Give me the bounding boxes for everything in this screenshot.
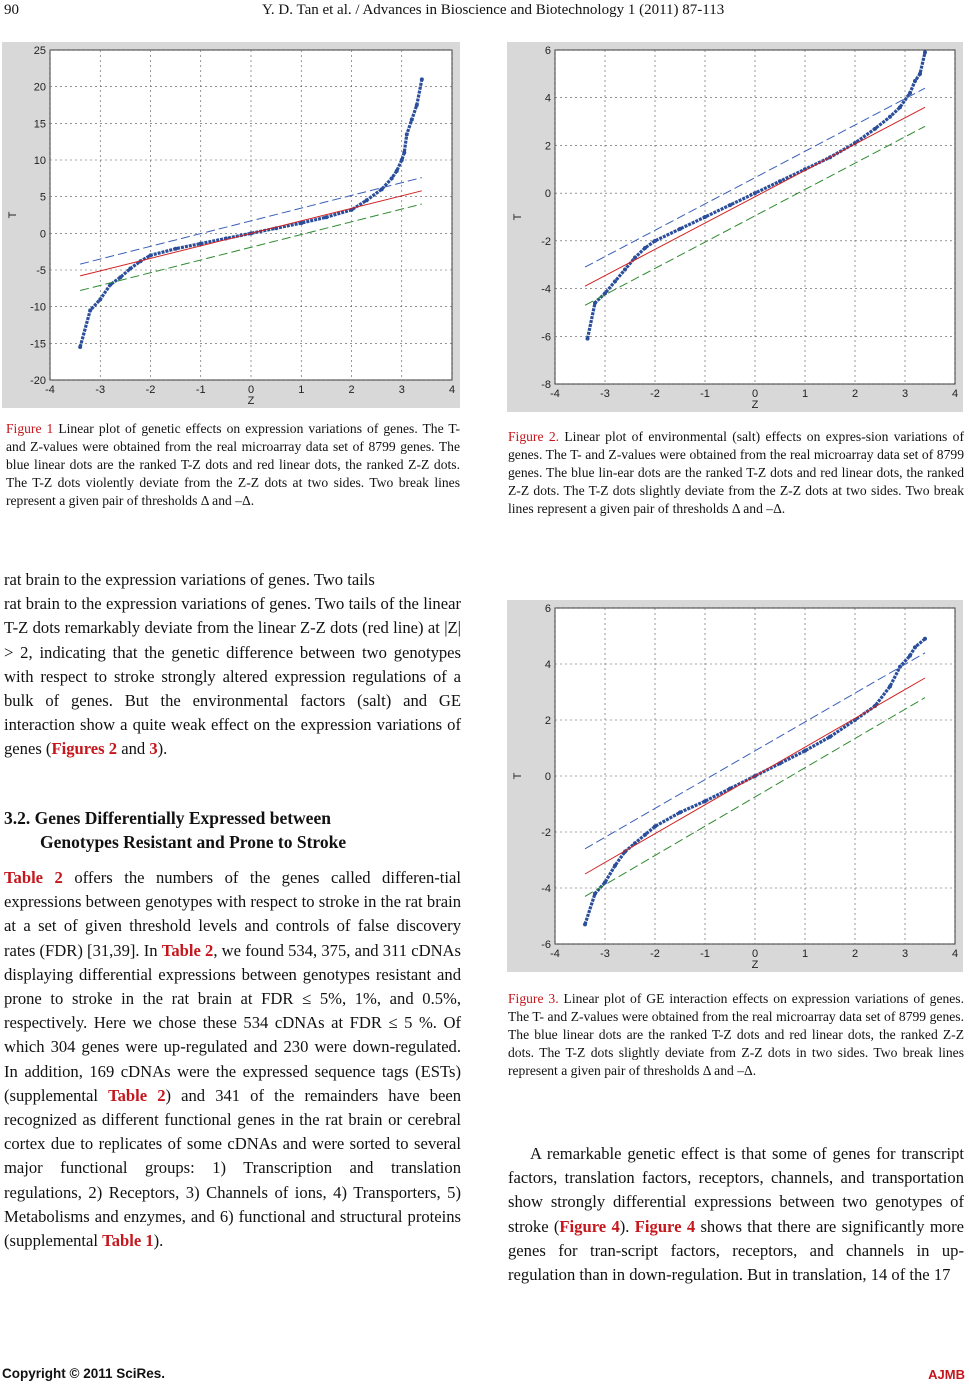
footer-journal: AJMB — [928, 1367, 965, 1382]
y-tick-label: 6 — [544, 45, 551, 57]
data-point — [149, 253, 153, 257]
x-tick-label: 2 — [348, 384, 355, 396]
section-heading — [4, 806, 464, 854]
data-point — [593, 301, 597, 305]
data-point — [128, 267, 132, 271]
data-point — [913, 645, 917, 649]
x-tick-label: 1 — [801, 388, 809, 400]
x-tick-label: 0 — [751, 388, 759, 400]
data-point — [908, 91, 912, 95]
footer-copyright: Copyright © 2011 SciRes. — [2, 1366, 166, 1381]
y-tick-label: 6 — [544, 603, 551, 615]
data-point — [678, 810, 682, 814]
ref-table-2-a[interactable]: Table 2 — [4, 868, 63, 887]
data-point — [593, 892, 597, 896]
figure-2-caption — [508, 428, 964, 518]
running-header: Y. D. Tan et al. / Advances in Bioscience and Biotechnology 1 (2011) 87-113 — [262, 2, 725, 18]
data-point — [923, 50, 927, 54]
ref-figure-3[interactable]: 3 — [149, 739, 158, 759]
y-tick-label: -6 — [541, 331, 551, 344]
x-tick-label: 3 — [901, 948, 909, 960]
x-tick-label: 2 — [851, 388, 859, 400]
data-point — [415, 103, 419, 107]
ref-figure-4-b[interactable]: Figure 4 — [634, 1216, 696, 1236]
ref-table-2-c[interactable]: Table 2 — [108, 1085, 166, 1105]
y-tick-label: 10 — [33, 155, 46, 167]
x-tick-label: 0 — [751, 948, 759, 960]
x-tick-label: -3 — [600, 948, 610, 960]
x-tick-label: -2 — [145, 384, 156, 396]
data-point — [88, 308, 92, 312]
data-point — [913, 79, 917, 83]
figure-2-chart — [507, 42, 963, 412]
x-tick-label: -2 — [650, 948, 660, 960]
data-point — [395, 169, 399, 173]
data-point — [174, 247, 178, 251]
section-heading-line-2: Genotypes Resistant and Prone to Stroke — [40, 832, 347, 852]
x-axis-label: Z — [751, 959, 759, 971]
data-point — [828, 735, 832, 739]
x-tick-label: 4 — [951, 948, 959, 960]
data-point — [678, 227, 682, 231]
y-tick-label: 4 — [544, 659, 551, 671]
x-tick-label: 3 — [901, 388, 909, 400]
data-point — [898, 105, 902, 109]
x-tick-label: -4 — [550, 388, 560, 400]
data-point — [753, 191, 757, 195]
y-tick-label: 20 — [33, 81, 46, 94]
figure-1-caption-text: Linear plot of genetic effects on expression variations of genes. The T- and Z-values were obtained from the real microarray data set of 8799 genes. The blue linear dots are the ranked T-Z dots and red linear dots, the ranked Z-Z dots. The T-Z dots violently deviate from the Z-Z dots at two sides. Two break lines represent a given pair of thresholds Δ and –Δ. — [6, 421, 460, 508]
y-tick-label: -2 — [541, 235, 551, 248]
data-point — [603, 291, 607, 295]
data-point — [78, 345, 82, 349]
y-tick-label: -2 — [541, 827, 551, 839]
right-column-paragraph: A remarkable genetic effect is that some of genes for transcript factors, translation factors, receptors, channels, and transportation show strongly differential expressions between two genotypes of stroke (Figure 4). Figure 4 shows that there are significantly more genes for tran-script factors, receptors, and channels in up-regulation than in down-regulation. But in translation, 14 of the 17 — [508, 1144, 964, 1285]
y-tick-label: 2 — [544, 140, 551, 153]
section-heading-line-1: 3.2. Genes Differentially Expressed between — [4, 808, 331, 828]
data-point — [603, 880, 607, 884]
ref-table-1[interactable]: Table 1 — [102, 1231, 154, 1251]
y-tick-label: -6 — [541, 939, 551, 951]
x-tick-label: -1 — [700, 948, 710, 960]
paragraph-1: rat brain to the expression variations of genes. Two tails of the linear T-Z dots remarkably deviate from the linear Z-Z dots (red line) at |Z| > 2, indicating that the genetic difference between two genotypes with respect to stroke strongly altered expression regulations of a bulk of genes. But the environmental factors (salt) and GE interaction show a quite weak effect on the expression variations of genes (Figures 2 and 3). — [4, 594, 461, 759]
y-axis-label: T — [512, 772, 524, 780]
figure-3-caption — [508, 990, 964, 1080]
data-point — [923, 637, 927, 641]
ref-figures-2[interactable]: Figures 2 — [51, 739, 118, 759]
data-point — [402, 151, 406, 155]
data-point — [703, 799, 707, 803]
figure-1-caption — [6, 420, 460, 510]
data-point — [583, 922, 587, 926]
data-point — [653, 239, 657, 243]
x-axis-label: Z — [247, 395, 255, 407]
figure-1-plot — [2, 42, 460, 408]
data-point — [98, 297, 102, 301]
data-point — [888, 684, 892, 688]
data-point — [803, 749, 807, 753]
figure-3-plot — [507, 600, 963, 972]
data-point — [324, 215, 328, 219]
y-tick-label: -15 — [30, 338, 46, 351]
y-axis-label: T — [7, 211, 19, 219]
y-tick-label: 5 — [39, 191, 46, 204]
x-axis-label: Z — [751, 399, 759, 411]
data-point — [918, 72, 922, 76]
x-tick-label: 4 — [448, 384, 456, 396]
y-tick-label: 2 — [544, 715, 551, 727]
data-point — [643, 833, 647, 837]
data-point — [613, 279, 617, 283]
data-point — [405, 132, 409, 136]
x-tick-label: -3 — [600, 388, 610, 400]
y-tick-label: 0 — [544, 771, 551, 783]
x-tick-label: -3 — [95, 384, 106, 396]
data-point — [643, 246, 647, 250]
x-tick-label: -4 — [45, 384, 55, 396]
x-tick-label: 1 — [801, 948, 809, 960]
figure-2-plot — [507, 42, 963, 412]
data-point — [908, 654, 912, 658]
data-point — [873, 127, 877, 131]
data-point — [118, 275, 122, 279]
x-tick-label: 3 — [398, 384, 405, 396]
ref-figure-4-a[interactable]: Figure 4 — [559, 1216, 620, 1236]
x-tick-label: -1 — [195, 384, 206, 396]
data-point — [653, 824, 657, 828]
y-tick-label: 15 — [33, 118, 46, 131]
data-point — [410, 118, 414, 122]
y-tick-label: 25 — [33, 45, 46, 57]
figure-3-chart — [507, 600, 963, 972]
data-point — [613, 864, 617, 868]
data-point — [623, 267, 627, 271]
x-tick-label: -1 — [700, 388, 710, 400]
y-tick-label: -5 — [36, 265, 46, 277]
y-tick-label: 0 — [39, 228, 46, 241]
y-tick-label: -4 — [541, 883, 551, 895]
figure-1-label: Figure 1 — [6, 421, 54, 436]
ref-table-2-b[interactable]: Table 2 — [161, 940, 214, 960]
data-point — [365, 198, 369, 202]
data-point — [420, 77, 424, 81]
repeated-line: rat brain to the expression variations of genes. Two tails — [4, 570, 375, 589]
data-point — [586, 337, 590, 341]
data-point — [400, 158, 404, 162]
data-point — [728, 203, 732, 207]
x-tick-label: 1 — [298, 384, 305, 396]
x-tick-label: 0 — [247, 384, 255, 396]
page-number: 90 — [4, 2, 19, 18]
x-tick-label: 4 — [951, 388, 959, 400]
y-tick-label: -4 — [541, 283, 551, 296]
y-axis-label: T — [512, 213, 524, 221]
figure-1-chart — [2, 42, 460, 408]
figure-2-caption-text: Linear plot of environmental (salt) effects on expres-sion variations of genes. The T- and Z-values were obtained from the real microarray data set of 8799 genes. The blue lin-ear dots are the ranked T-Z dots and red linear dots, the ranked Z-Z dots. The T-Z dots slightly deviate from the Z-Z dots at two sides. Two break lines represent a given pair of thresholds Δ and –Δ. — [508, 429, 964, 516]
x-tick-label: -2 — [650, 388, 660, 400]
figure-3-caption-text: Linear plot of GE interaction effects on expression variations of genes. The T- and Z-values were obtained from the real microarray data set of 8799 genes. The blue linear dots are the ranked T-Z dots and red linear dots, the ranked Z-Z dots. The T-Z dots slightly deviate from Z-Z dots in two sides. Two break lines represent a given pair of thresholds Δ and –Δ. — [508, 991, 964, 1078]
data-point — [703, 215, 707, 219]
left-column-text — [4, 568, 461, 762]
x-tick-label: 2 — [851, 948, 859, 960]
data-point — [390, 176, 394, 180]
figure-2-label: Figure 2. — [508, 429, 560, 444]
y-tick-label: 0 — [544, 188, 551, 201]
paragraph-2: Table 2 offers the numbers of the genes called differen-tial expressions between genotypes with respect to stroke in the rat brain at a set of given threshold levels and controls of false discovery rates (FDR) [31,39]. In Table 2, we found 534, 375, and 311 cDNAs displaying differential expressions between genotypes resistant and prone to stroke in the rat brain at FDR ≤ 5%, 1%, and 0.5%, respectively. Here we chose these 534 cDNAs at FDR ≤ 5 %. Of which 304 genes were up-regulated and 230 were down-regulated. In addition, 169 cDNAs were the expressed sequence tags (ESTs) (supplemental Table 2) and 341 of the remainders have been recognized as different functional genes in the rat brain or cerebral cortex due to replicates of some cDNAs and were sorted to several major functional groups: 1) Transcription and translation regulations, 2) Receptors, 3) Channels of ions, 4) Transporters, 5) Metabolisms and enzymes, and 6) functional and structural proteins (supplemental Table 1). — [4, 868, 461, 1251]
y-tick-label: 4 — [544, 92, 551, 105]
y-tick-label: -20 — [30, 375, 46, 387]
y-tick-label: -10 — [30, 301, 46, 314]
y-tick-label: -8 — [541, 379, 551, 391]
data-point — [888, 115, 892, 119]
x-tick-label: -4 — [550, 948, 560, 960]
figure-3-label: Figure 3. — [508, 991, 559, 1006]
